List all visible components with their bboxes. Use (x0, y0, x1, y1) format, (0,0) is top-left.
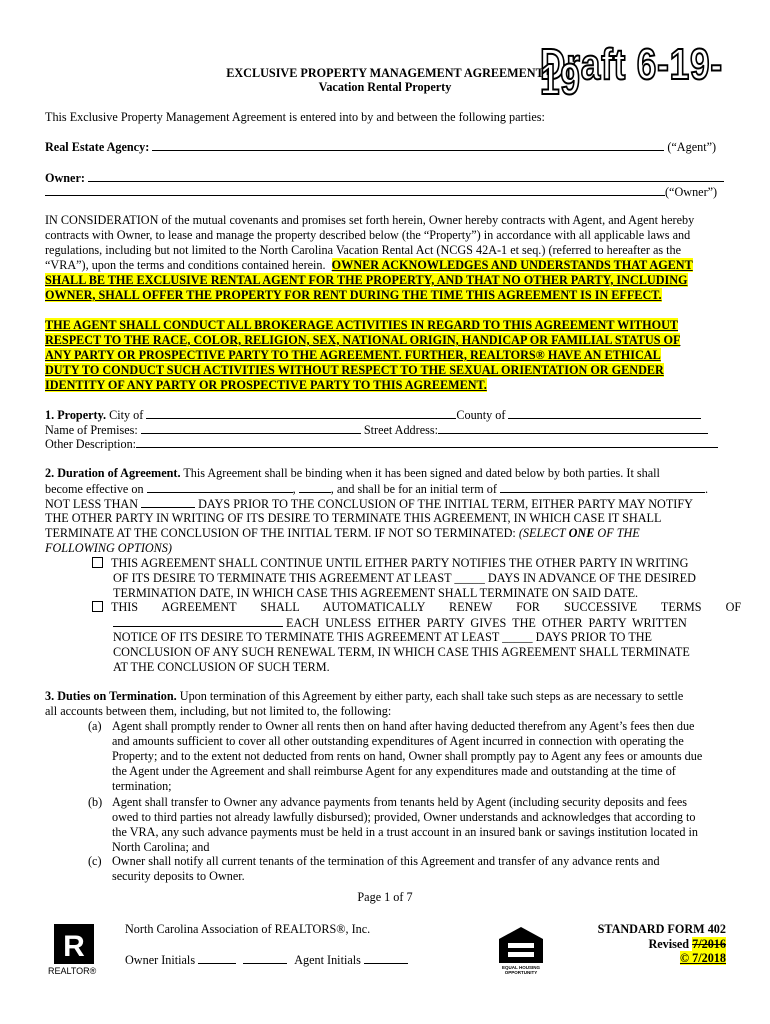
eho-text-line: OPPORTUNITY (504, 970, 538, 975)
county-field[interactable] (508, 407, 701, 419)
city-field[interactable] (146, 407, 456, 419)
termination-line (45, 689, 727, 704)
intro-text: This Exclusive Property Management Agreement is entered into by and between the following parties: (45, 110, 545, 124)
item-line: owed to third parties not already lawfully disbursed); provided, Owner understands and acknowledges that according to (112, 810, 696, 824)
street-field[interactable] (438, 422, 708, 434)
option-line (92, 615, 728, 630)
option-text: THIS AGREEMENT SHALL CONTINUE UNTIL EITHER PARTY NOTIFIES THE OTHER PARTY IN WRITING (111, 556, 689, 570)
effective-label: become effective on (45, 482, 144, 496)
property-other-line (45, 436, 727, 452)
duration-line: become effective on , , and shall be for an initial term of . (45, 482, 708, 496)
initial-term-label: , and shall be for an initial term of (330, 482, 497, 496)
revised-label: Revised (648, 937, 690, 951)
termination-item-c (88, 854, 728, 884)
duration-line (45, 496, 727, 511)
association-name: North Carolina Association of REALTORS®, Inc. (125, 922, 371, 936)
county-label: County of (456, 408, 506, 422)
duration-text: This Agreement shall be binding when it has been signed and dated below by both parties. It shall (183, 466, 660, 480)
item-line: Property; and to the extent not deducted from rents on hand, Owner shall promptly pay to Agent any fees or amounts due (112, 749, 703, 763)
draft-stamp: Draft 6-19-19 (540, 40, 723, 104)
consideration-line: IN CONSIDERATION of the mutual covenants and promises set forth herein, Owner hereby contracts with Agent, and Agent hereby (45, 213, 695, 227)
option-line (92, 556, 728, 571)
fair-housing-line (45, 378, 727, 393)
eho-text-line: EQUAL HOUSING (502, 965, 540, 970)
item-line: Owner shall notify all current tenants of the termination of this Agreement and transfer of any advance rents and (112, 854, 660, 868)
termination-item-b (88, 795, 728, 855)
other-description-label: Other Description: (45, 437, 137, 451)
option-line: OF ITS DESIRE TO TERMINATE THIS AGREEMENT AT LEAST _____ DAYS IN ADVANCE OF THE DESIRED (113, 571, 696, 585)
city-label: City of (109, 408, 144, 422)
termination-item-a (88, 719, 728, 794)
page-number: Page 1 of 7 (357, 890, 413, 904)
duration-line: THE OTHER PARTY IN WRITING OF ITS DESIRE TO TERMINATE THIS AGREEMENT, IN WHICH CASE IT SHALL (45, 511, 662, 525)
document-subtitle: Vacation Rental Property (318, 80, 452, 94)
agent-initials-label: Agent Initials (294, 953, 361, 967)
fair-housing-line (45, 333, 727, 348)
owner-suffix: (“Owner”) (665, 185, 718, 199)
revised-new-line (560, 951, 726, 966)
document-title: EXCLUSIVE PROPERTY MANAGEMENT AGREEMENT (226, 66, 544, 80)
fair-housing-text: DUTY TO CONDUCT SUCH ACTIVITIES WITHOUT RESPECT TO THE SEXUAL ORIENTATION OR GENDER (45, 363, 664, 377)
select-text: OF THE (597, 526, 640, 540)
section-number: 1. (45, 408, 55, 422)
item-line: North Carolina; and (112, 840, 210, 854)
option-text: THIS AGREEMENT SHALL AUTOMATICALLY RENEW FOR SUCCESSIVE TERMS OF (111, 600, 742, 614)
owner-label: Owner: (45, 171, 85, 185)
duration-line (45, 541, 727, 556)
agency-line (45, 139, 725, 155)
option-renew (92, 600, 742, 675)
duration-line (45, 466, 727, 481)
consideration-text: “VRA”), upon the terms and conditions contained herein. (45, 258, 326, 272)
svg-text:R: R (63, 930, 85, 963)
equal-housing-text (492, 965, 550, 975)
termination-line: all accounts between them, including, but not limited to, the following: (45, 704, 392, 718)
option-line: AT THE CONCLUSION OF SUCH TERM. (113, 660, 330, 674)
duration-text: TERMINATE AT THE CONCLUSION OF THE INITIAL TERM. IF NOT SO TERMINATED: (45, 526, 516, 540)
fair-housing-text: RESPECT TO THE RACE, COLOR, RELIGION, SEX, NATIONAL ORIGIN, HANDICAP OR FAMILIAL STATUS OF (45, 333, 681, 347)
section-number: 2. (45, 466, 55, 480)
fair-housing-text: ANY PARTY OR PROSPECTIVE PARTY TO THE AGREEMENT. FURTHER, REALTORS® HAVE AN ETHICAL (45, 348, 661, 362)
fair-housing-text: IDENTITY OF ANY PARTY OR PROSPECTIVE PARTY TO THIS AGREEMENT. (45, 378, 487, 392)
termination-text: Upon termination of this Agreement by either party, each shall take such steps as are necessary to settle (179, 689, 684, 703)
agent-initials-field[interactable] (364, 952, 408, 964)
item-line: and amounts sufficient to cover all other outstanding expenditures of Agent incurred in connection with operating the (112, 734, 684, 748)
termination-section (45, 689, 727, 719)
following-options-text: FOLLOWING OPTIONS) (45, 541, 172, 555)
equal-housing-icon (496, 925, 546, 965)
item-line: Agent shall transfer to Owner any advance payments from tenants held by Agent (including security deposits and fees (112, 795, 688, 809)
option-text: EACH UNLESS EITHER PARTY GIVES THE OTHER PARTY WRITTEN (286, 616, 687, 630)
item-marker: (b) (88, 795, 103, 809)
option-renew-checkbox[interactable] (92, 601, 103, 612)
section-number: 3. (45, 689, 55, 703)
owner-line-2 (45, 184, 725, 200)
select-text: (SELECT (518, 526, 566, 540)
consideration-line (45, 288, 727, 303)
duration-line (45, 526, 727, 541)
item-marker: (c) (88, 854, 102, 868)
item-line: the VRA, any such advance payments must be held in a trust account in an insured bank or savings institution located in (112, 825, 699, 839)
item-line: the Agent under the Agreement and shall reimburse Agent for any expenditures made and outstanding at the time of (112, 764, 676, 778)
realtor-logo (48, 922, 100, 978)
select-one-text: ONE (568, 526, 595, 540)
consideration-paragraph (45, 213, 727, 303)
consideration-line: contracts with Owner, to lease and manage the property described below (the “Property”) in accordance with all applicable laws and (45, 228, 691, 242)
revised-new-date: © 7/2018 (679, 951, 726, 965)
consideration-line (45, 273, 727, 288)
effective-year-field[interactable] (299, 481, 331, 493)
owner-name-field[interactable] (88, 170, 724, 182)
equal-housing-logo (496, 925, 546, 975)
termination-heading: Duties on Termination. (57, 689, 177, 703)
effective-date-field[interactable] (147, 481, 293, 493)
agency-label: Real Estate Agency: (45, 140, 150, 154)
option-line (92, 600, 742, 615)
consideration-line (45, 258, 727, 273)
duration-heading: Duration of Agreement. (57, 466, 181, 480)
exclusive-agent-highlight: SHALL BE THE EXCLUSIVE RENTAL AGENT FOR THE PROPERTY, AND THAT NO OTHER PARTY, INCLUDING (45, 273, 688, 287)
duration-text: DAYS PRIOR TO THE CONCLUSION OF THE INITIAL TERM, EITHER PARTY MAY NOTIFY (198, 497, 693, 511)
fair-housing-line (45, 348, 727, 363)
option-line: CONCLUSION OF ANY SUCH RENEWAL TERM, IN WHICH CASE THIS AGREEMENT SHALL TERMINATE (113, 645, 690, 659)
no-other-party-highlight: OWNER, SHALL OFFER THE PROPERTY FOR RENT DURING THE TIME THIS AGREEMENT IS IN EFFECT. (45, 288, 662, 302)
fair-housing-paragraph (45, 318, 727, 393)
property-city-line (45, 407, 727, 423)
item-line: termination; (112, 779, 172, 793)
fair-housing-text: THE AGENT SHALL CONDUCT ALL BROKERAGE ACTIVITIES IN REGARD TO THIS AGREEMENT WITHOUT (45, 318, 679, 332)
option-line: TERMINATION DATE, IN WHICH CASE THIS AGREEMENT SHALL TERMINATE ON SAID DATE. (113, 586, 639, 600)
renewal-term-field[interactable] (113, 615, 283, 627)
revised-old-date: 7/2016 (692, 937, 726, 951)
owner-initials-field-1[interactable] (198, 952, 236, 964)
owner-name-field-2[interactable] (45, 184, 665, 196)
other-description-field[interactable] (136, 436, 718, 448)
consideration-line: regulations, including but not limited to the North Carolina Vacation Rental Act (NCGS 42A-1 et seq.) (referred to hereafter as the (45, 243, 682, 257)
item-line: security deposits to Owner. (112, 869, 245, 883)
realtor-logo-text: REALTOR® (48, 966, 97, 976)
form-number: STANDARD FORM 402 (597, 922, 726, 936)
revised-line (560, 937, 726, 952)
owner-initials-field-2[interactable] (243, 952, 287, 964)
owner-initials-label: Owner Initials (125, 953, 196, 967)
street-label: Street Address: (363, 423, 438, 437)
agent-suffix: (“Agent”) (667, 140, 717, 154)
duration-section (45, 466, 727, 556)
option-continue (92, 556, 728, 601)
item-marker: (a) (88, 719, 102, 733)
initial-term-field[interactable] (500, 481, 705, 493)
prior-days-field[interactable] (141, 496, 195, 508)
item-line: Agent shall promptly render to Owner all rents then on hand after having deducted therefrom any Agent’s fees then due (112, 719, 695, 733)
comma: , (292, 482, 296, 496)
option-line: NOTICE OF ITS DESIRE TO TERMINATE THIS AGREEMENT AT LEAST _____ DAYS PRIOR TO THE (113, 630, 653, 644)
initials-line (125, 952, 408, 968)
property-heading: Property. (57, 408, 107, 422)
fair-housing-line (45, 318, 727, 333)
option-continue-checkbox[interactable] (92, 557, 103, 568)
fair-housing-line (45, 363, 727, 378)
agency-name-field[interactable] (152, 139, 664, 151)
premises-label: Name of Premises: (45, 423, 138, 437)
not-less-than-text: NOT LESS THAN (45, 497, 138, 511)
owner-acknowledges-highlight: OWNER ACKNOWLEDGES AND UNDERSTANDS THAT AGENT (331, 258, 693, 272)
premises-field[interactable] (141, 422, 361, 434)
